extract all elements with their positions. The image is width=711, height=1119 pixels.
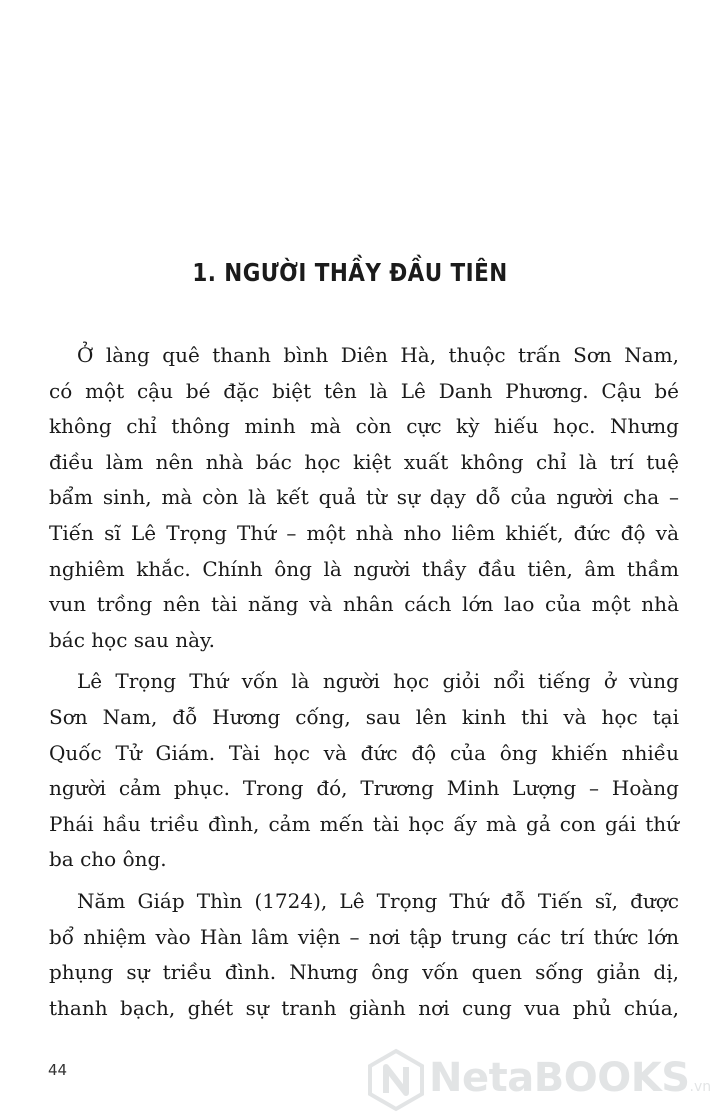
text-line: bổ nhiệm vào Hàn lâm viện – nơi tập trung các trí thức lớn	[49, 924, 679, 949]
paragraph-3	[49, 884, 679, 1026]
watermark-brand: NetaBOOKS	[429, 1055, 690, 1101]
chapter-title: 1. NGƯỜI THẦY ĐẦU TIÊN	[192, 258, 508, 287]
text-line: nghiêm khắc. Chính ông là người thầy đầu tiên, âm thầm	[49, 556, 679, 581]
text-line: không chỉ thông minh mà còn cực kỳ hiếu học. Nhưng	[49, 414, 679, 439]
text-line: bác học sau này.	[49, 627, 215, 652]
text-line: thanh bạch, ghét sự tranh giành nơi cung vua phủ chúa,	[49, 995, 679, 1020]
text-line: bẩm sinh, mà còn là kết quả từ sự dạy dỗ của người cha –	[49, 485, 679, 510]
netabooks-logo-icon	[365, 1049, 427, 1111]
text-line: ba cho ông.	[49, 847, 167, 872]
watermark-text	[429, 1055, 711, 1101]
text-line: phụng sự triều đình. Nhưng ông vốn quen sống giản dị,	[49, 960, 679, 985]
netabooks-watermark	[365, 1047, 711, 1117]
text-line: Phái hầu triều đình, cảm mến tài học ấy mà gả con gái thứ	[49, 811, 679, 836]
paragraph-2	[49, 664, 679, 878]
page-number: 44	[48, 1061, 68, 1079]
text-line: Tiến sĩ Lê Trọng Thứ – một nhà nho liêm khiết, đức độ và	[49, 520, 679, 545]
text-line: điều làm nên nhà bác học kiệt xuất không chỉ là trí tuệ	[49, 449, 679, 474]
text-line: Năm Giáp Thìn (1724), Lê Trọng Thứ đỗ Tiến sĩ, được	[77, 888, 679, 913]
text-line: vun trồng nên tài năng và nhân cách lớn lao của một nhà	[49, 592, 679, 617]
text-line: Lê Trọng Thứ vốn là người học giỏi nổi tiếng ở vùng	[77, 669, 679, 694]
text-line: Quốc Tử Giám. Tài học và đức độ của ông khiến nhiều	[49, 740, 679, 765]
text-line: Sơn Nam, đỗ Hương cống, sau lên kinh thi và học tại	[49, 704, 679, 729]
text-line: người cảm phục. Trong đó, Trương Minh Lượng – Hoàng	[49, 776, 679, 801]
paragraph-1	[49, 338, 679, 658]
watermark-suffix: .vn	[689, 1079, 711, 1095]
text-line: Ở làng quê thanh bình Diên Hà, thuộc trấn Sơn Nam,	[77, 343, 679, 367]
text-line: có một cậu bé đặc biệt tên là Lê Danh Phương. Cậu bé	[49, 378, 679, 403]
body-text	[49, 338, 679, 1032]
